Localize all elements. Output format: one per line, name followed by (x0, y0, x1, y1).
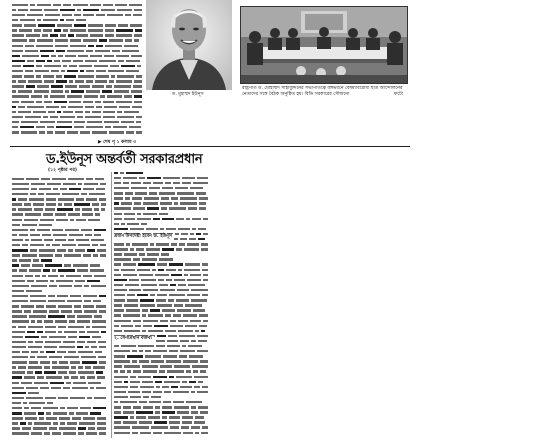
text-line (12, 129, 144, 134)
text-line (12, 426, 108, 431)
portrait-image (146, 0, 232, 90)
text-line (12, 308, 108, 313)
continued-marker: ▶ শেষ পৃ ১ কলাম ৩ (98, 140, 137, 145)
meeting-caption-line2 (242, 92, 412, 98)
main-story-column-right (114, 170, 210, 438)
meeting-image (241, 7, 407, 83)
text-line (114, 308, 210, 313)
main-story-column-left (12, 176, 108, 438)
text-line (12, 421, 108, 426)
text-line (12, 212, 108, 217)
text-line (114, 369, 210, 374)
text-line (114, 313, 210, 318)
main-headline: ড.ইউনূস অন্তর্বর্তী সরকারপ্রধান (46, 152, 203, 167)
meeting-caption-credit: ফটো (394, 92, 404, 97)
meeting-photo (240, 6, 408, 84)
text-line (114, 415, 210, 420)
text-line (114, 246, 210, 251)
text-line (12, 252, 108, 257)
text-line (12, 415, 108, 420)
text-line (114, 358, 210, 363)
section-divider (10, 146, 410, 147)
text-line (12, 84, 144, 89)
text-line (114, 201, 210, 206)
text-line (114, 195, 210, 200)
text-line (12, 319, 108, 324)
text-line (12, 201, 108, 206)
text-line (12, 78, 144, 83)
text-line (12, 207, 108, 212)
text-line (114, 409, 210, 414)
text-line (12, 375, 108, 380)
text-line (12, 370, 108, 375)
text-line (12, 263, 108, 268)
text-line (12, 27, 144, 32)
text-line (114, 206, 210, 211)
subhead-2: ২. সেনাপ্রধান বক্তব্য (114, 336, 152, 341)
text-line (12, 33, 144, 38)
text-line (114, 364, 210, 369)
subhead-1: প্রধান উপদেষ্টা হবেন ড. ইউনূস (114, 234, 172, 239)
meeting-caption-line1: রাষ্ট্রপতি ড. মোহাম্মদ সাহাবুদ্দিনের সভাপতিত্বে বঙ্গভবনে বৈষম্যবিরোধী ছাত্র আন্দোলনের (242, 86, 403, 91)
text-line (114, 302, 210, 307)
text-line (114, 430, 210, 435)
text-line (12, 89, 144, 94)
text-line (114, 420, 210, 425)
portrait-photo (146, 0, 232, 90)
text-line (12, 364, 108, 369)
column-divider (111, 172, 112, 438)
continued-from: (১২ পৃষ্ঠার পর) (48, 168, 77, 173)
text-line (12, 431, 108, 436)
portrait-caption: ড. মুহাম্মদ ইউনূস (172, 92, 204, 97)
text-line (12, 38, 144, 43)
text-line (12, 314, 108, 319)
meeting-caption-text: নেতাদের সঙ্গে বৈঠক অনুষ্ঠিত হয়। বিডি সরকারের সৌজন্যে (242, 92, 350, 97)
top-story-column-left (12, 2, 144, 134)
